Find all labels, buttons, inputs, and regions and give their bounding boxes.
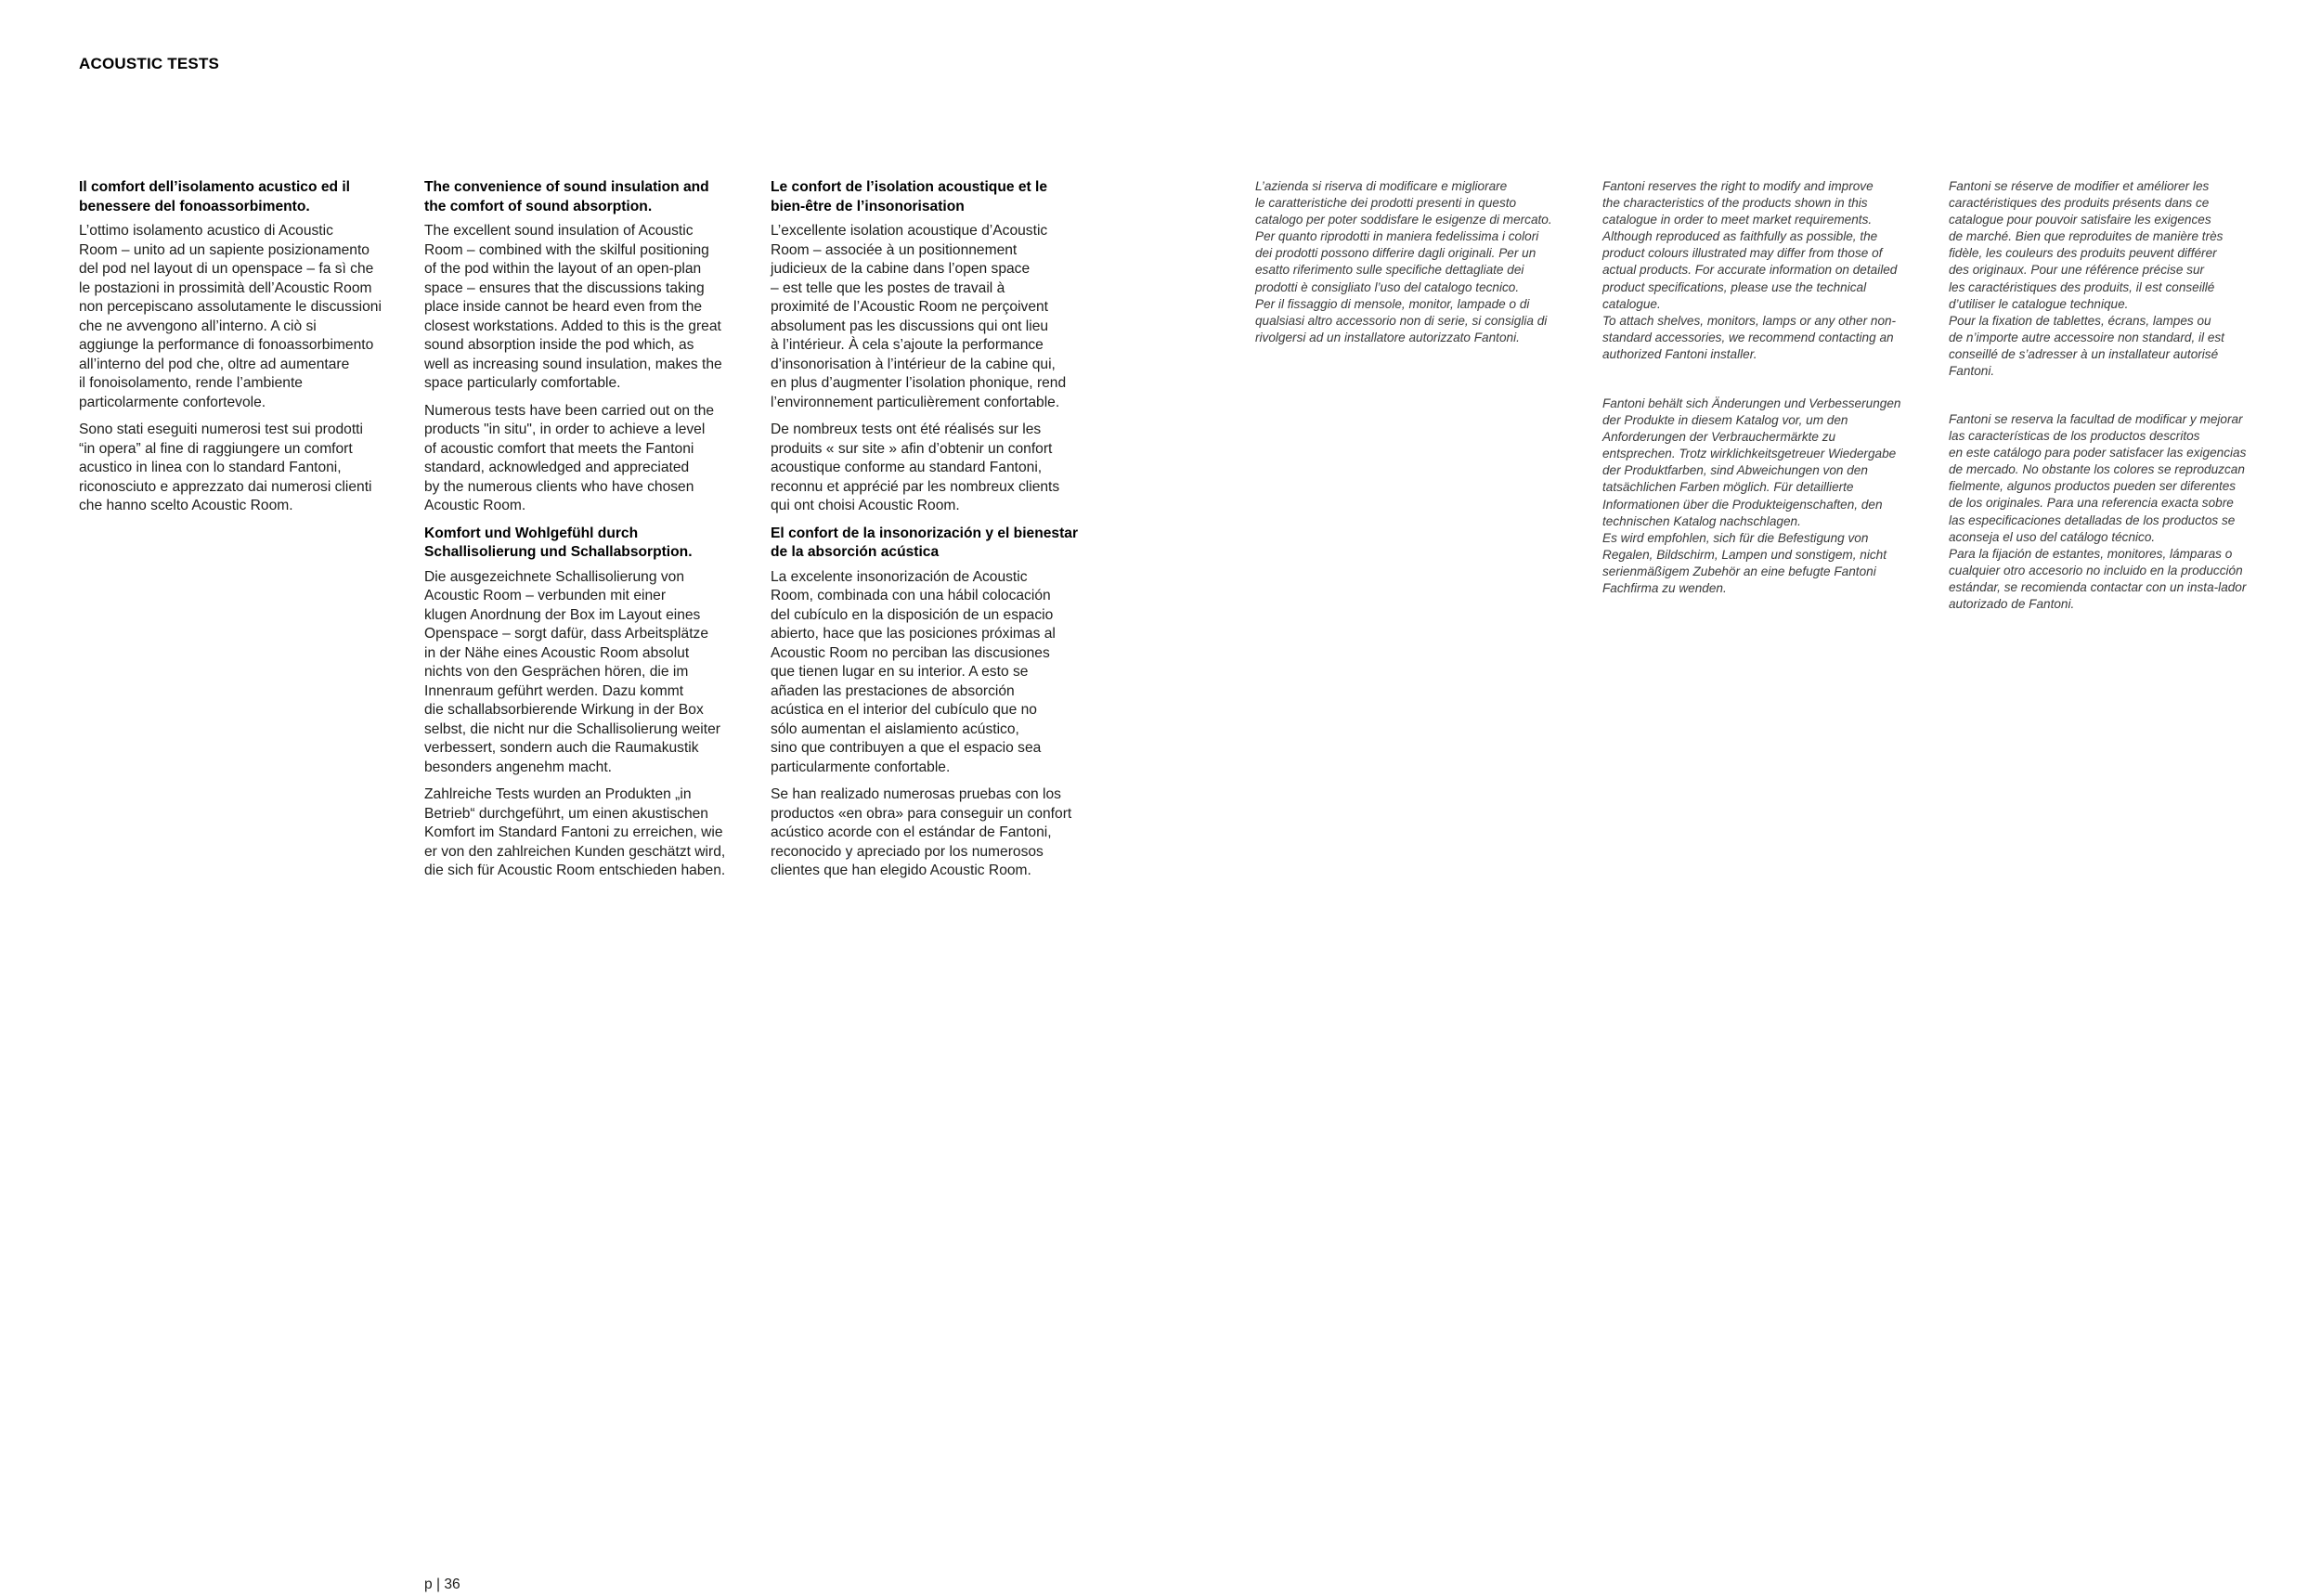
section-title: ACOUSTIC TESTS [79, 55, 220, 72]
disclaimer-english: Fantoni reserves the right to modify and improve the characteristics of the products shown in this catalogue in order to meet market requirements. Although reproduced as faithfully as possible, the product colours illustrated may differ from those of actual products. For accurate information on detailed product specifications, please use the technical catalogue. To attach shelves, monitors, lamps or any other non- standard accessories, we recommend contacting an authorized Fantoni installer. [1602, 179, 1898, 361]
disclaimer-french: Fantoni se réserve de modifier et améliorer les caractéristiques des produits présents dans ce catalogue pour pouvoir satisfaire les exigences de marché. Bien que reproduites de manière très fidèle, les couleurs des produits peuvent différer des originaux. Pour une référence précise sur les caractéristiques des produits, il est conseillé d’utiliser le catalogue technique. Pour la fixation de tablettes, écrans, lampes ou de n’importe autre accessoire non standard, il est conseillé de s’adresser à un installateur autorisé Fantoni. [1949, 179, 2224, 379]
french-paragraph-1: L’excellente isolation acoustique d’Acoustic Room – associée à un positionnement judicieux de la cabine dans l’open space – est telle que les postes de travail à proximité de l’Acoustic Room ne perçoivent absolument pas les discussions qui ont lieu à l’intérieur. À cela s’ajoute la performance d’insonorisation à l’intérieur de la cabine qui, en plus d’augmenter l’isolation phonique, rend l’environnement particulièrement confortable. [771, 223, 1067, 410]
french-paragraph-2: De nombreux tests ont été réalisés sur les produits « sur site » afin d’obtenir un confort acoustique conforme au standard Fantoni, reconnu et apprécié par les nombreux clients qui ont choisi Acoustic Room. [771, 422, 1060, 513]
disclaimer-spanish: Fantoni se reserva la facultad de modificar y mejorar las características de los productos descritos en este catálogo para poder satisfacer las exigencias de mercado. No obstante los colores se reproduzcan fielmente, algunos productos pueden ser diferentes de los originales. Para una referencia exacta sobre las especificaciones detalladas de los productos se aconseja el uso del catálogo técnico. Para la fijación de estantes, monitores, lámparas o cualquier otro accesorio no incluido en la producción estándar, se recomienda contactar con un insta-lador autorizado de Fantoni. [1949, 412, 2247, 612]
italian-paragraph-2: Sono stati eseguiti numerosi test sui prodotti “in opera” al fine di raggiungere un comfort acustico in linea con lo standard Fantoni, riconosciuto e apprezzato dai numerosi clienti che hanno scelto Acoustic Room. [79, 422, 372, 513]
german-paragraph-2: Zahlreiche Tests wurden an Produkten „in Betrieb“ durchgeführt, um einen akustischen Komfort im Standard Fantoni zu erreichen, wie er von den zahlreichen Kunden geschätzt wird, die sich für Acoustic Room entschieden haben. [424, 786, 726, 878]
english-paragraph-2: Numerous tests have been carried out on the products "in situ", in order to achieve a level of acoustic comfort that meets the Fantoni standard, acknowledged and appreciated by the numerous clients who have chosen Acoustic Room. [424, 402, 715, 513]
english-paragraph-1: The excellent sound insulation of Acoustic Room – combined with the skilful positioning of the pod within the layout of an open-plan space – ensures that the discussions taking place inside cannot be heard even from the closest workstations. Added to this is the great sound absorption inside the pod which, as well as increasing sound insulation, makes the space particularly comfortable. [424, 223, 722, 391]
spanish-paragraph-1: La excelente insonorización de Acoustic Room, combinada con una hábil colocación del cubículo en la disposición de un espacio abierto, hace que las posiciones próximas al Acoustic Room no perciban las discusiones que tienen lugar en su interior. A esto se añaden las prestaciones de absorción acústica en el interior del cubículo que no sólo aumentan el aislamiento acústico, sino que contribuyen a que el espacio sea particularmente confortable. [771, 568, 1056, 775]
english-heading: The convenience of sound insulation and the comfort of sound absorption. [424, 179, 709, 214]
german-paragraph-1: Die ausgezeichnete Schallisolierung von Acoustic Room – verbunden mit einer klugen Anordnung der Box im Layout eines Openspace – sorgt dafür, dass Arbeitsplätze in der Nähe eines Acoustic Room absolut nichts von den Gesprächen hören, die im Innenraum geführt werden. Dazu kommt die schallabsorbierende Wirkung in der Box selbst, die nicht nur die Schallisolierung weiter verbessert, sondern auch die Raumakustik besonders angenehm macht. [424, 568, 720, 775]
french-heading: Le confort de l’isolation acoustique et le bien-être de l’insonorisation [771, 179, 1048, 214]
italian-paragraph-1: L’ottimo isolamento acustico di Acoustic Room – unito ad un sapiente posizionamento del pod nel layout di un openspace – fa sì che le postazioni in prossimità dell’Acoustic Room non percepiscano assolutamente le discussioni che ne avvengono all’interno. A ciò si aggiunge la performance di fonoassorbimento all’interno del pod che, oltre ad aumentare il fonoisolamento, rende l’ambiente particolarmente confortevole. [79, 223, 382, 410]
italian-heading: Il comfort dell’isolamento acustico ed il benessere del fonoassorbimento. [79, 179, 351, 214]
german-heading: Komfort und Wohlgefühl durch Schallisolierung und Schallabsorption. [424, 525, 693, 560]
column-italian [79, 178, 408, 525]
disclaimer-italian: L’azienda si riserva di modificare e migliorare le caratteristiche dei prodotti presenti in questo catalogo per poter soddisfare le esigenze di mercato. Per quanto riprodotti in maniera fedelissima i colori dei prodotti possono differire dagli originali. Per un esatto riferimento sulle specifiche dettagliate dei prodotti è consigliato l’uso del catalogo tecnico. Per il fissaggio di mensole, monitor, lampade o di qualsiasi altro accessorio non di serie, si consiglia di rivolgersi ad un installatore autorizzato Fantoni. [1255, 179, 1552, 344]
column-french-spanish [771, 178, 1100, 889]
spanish-paragraph-2: Se han realizado numerosas pruebas con los productos «en obra» para conseguir un confort acústico acorde con el estándar de Fantoni, reconocido y apreciado por los numerosos clientes que han elegido Acoustic Room. [771, 786, 1072, 878]
page-number: p | 36 [424, 1577, 460, 1592]
disclaimer-german: Fantoni behält sich Änderungen und Verbesserungen der Produkte in diesem Katalog vor, um den Anforderungen der Verbrauchermärkte zu entsprechen. Trotz wirklichkeitsgetreuer Wiedergabe der Produktfarben, sind Abweichungen von den tatsächlichen Farben möglich. Für detaillierte Informationen über die Produkteigenschaften, den technischen Katalog nachschlagen. Es wird empfohlen, sich für die Befestigung von Regalen, Bildschirm, Lampen und sonstigem, nicht serienmäßigem Zubehör an eine befugte Fantoni Fachfirma zu wenden. [1602, 396, 1901, 596]
column-english-german [424, 178, 754, 889]
spanish-heading: El confort de la insonorización y el bienestar de la absorción acústica [771, 525, 1079, 560]
